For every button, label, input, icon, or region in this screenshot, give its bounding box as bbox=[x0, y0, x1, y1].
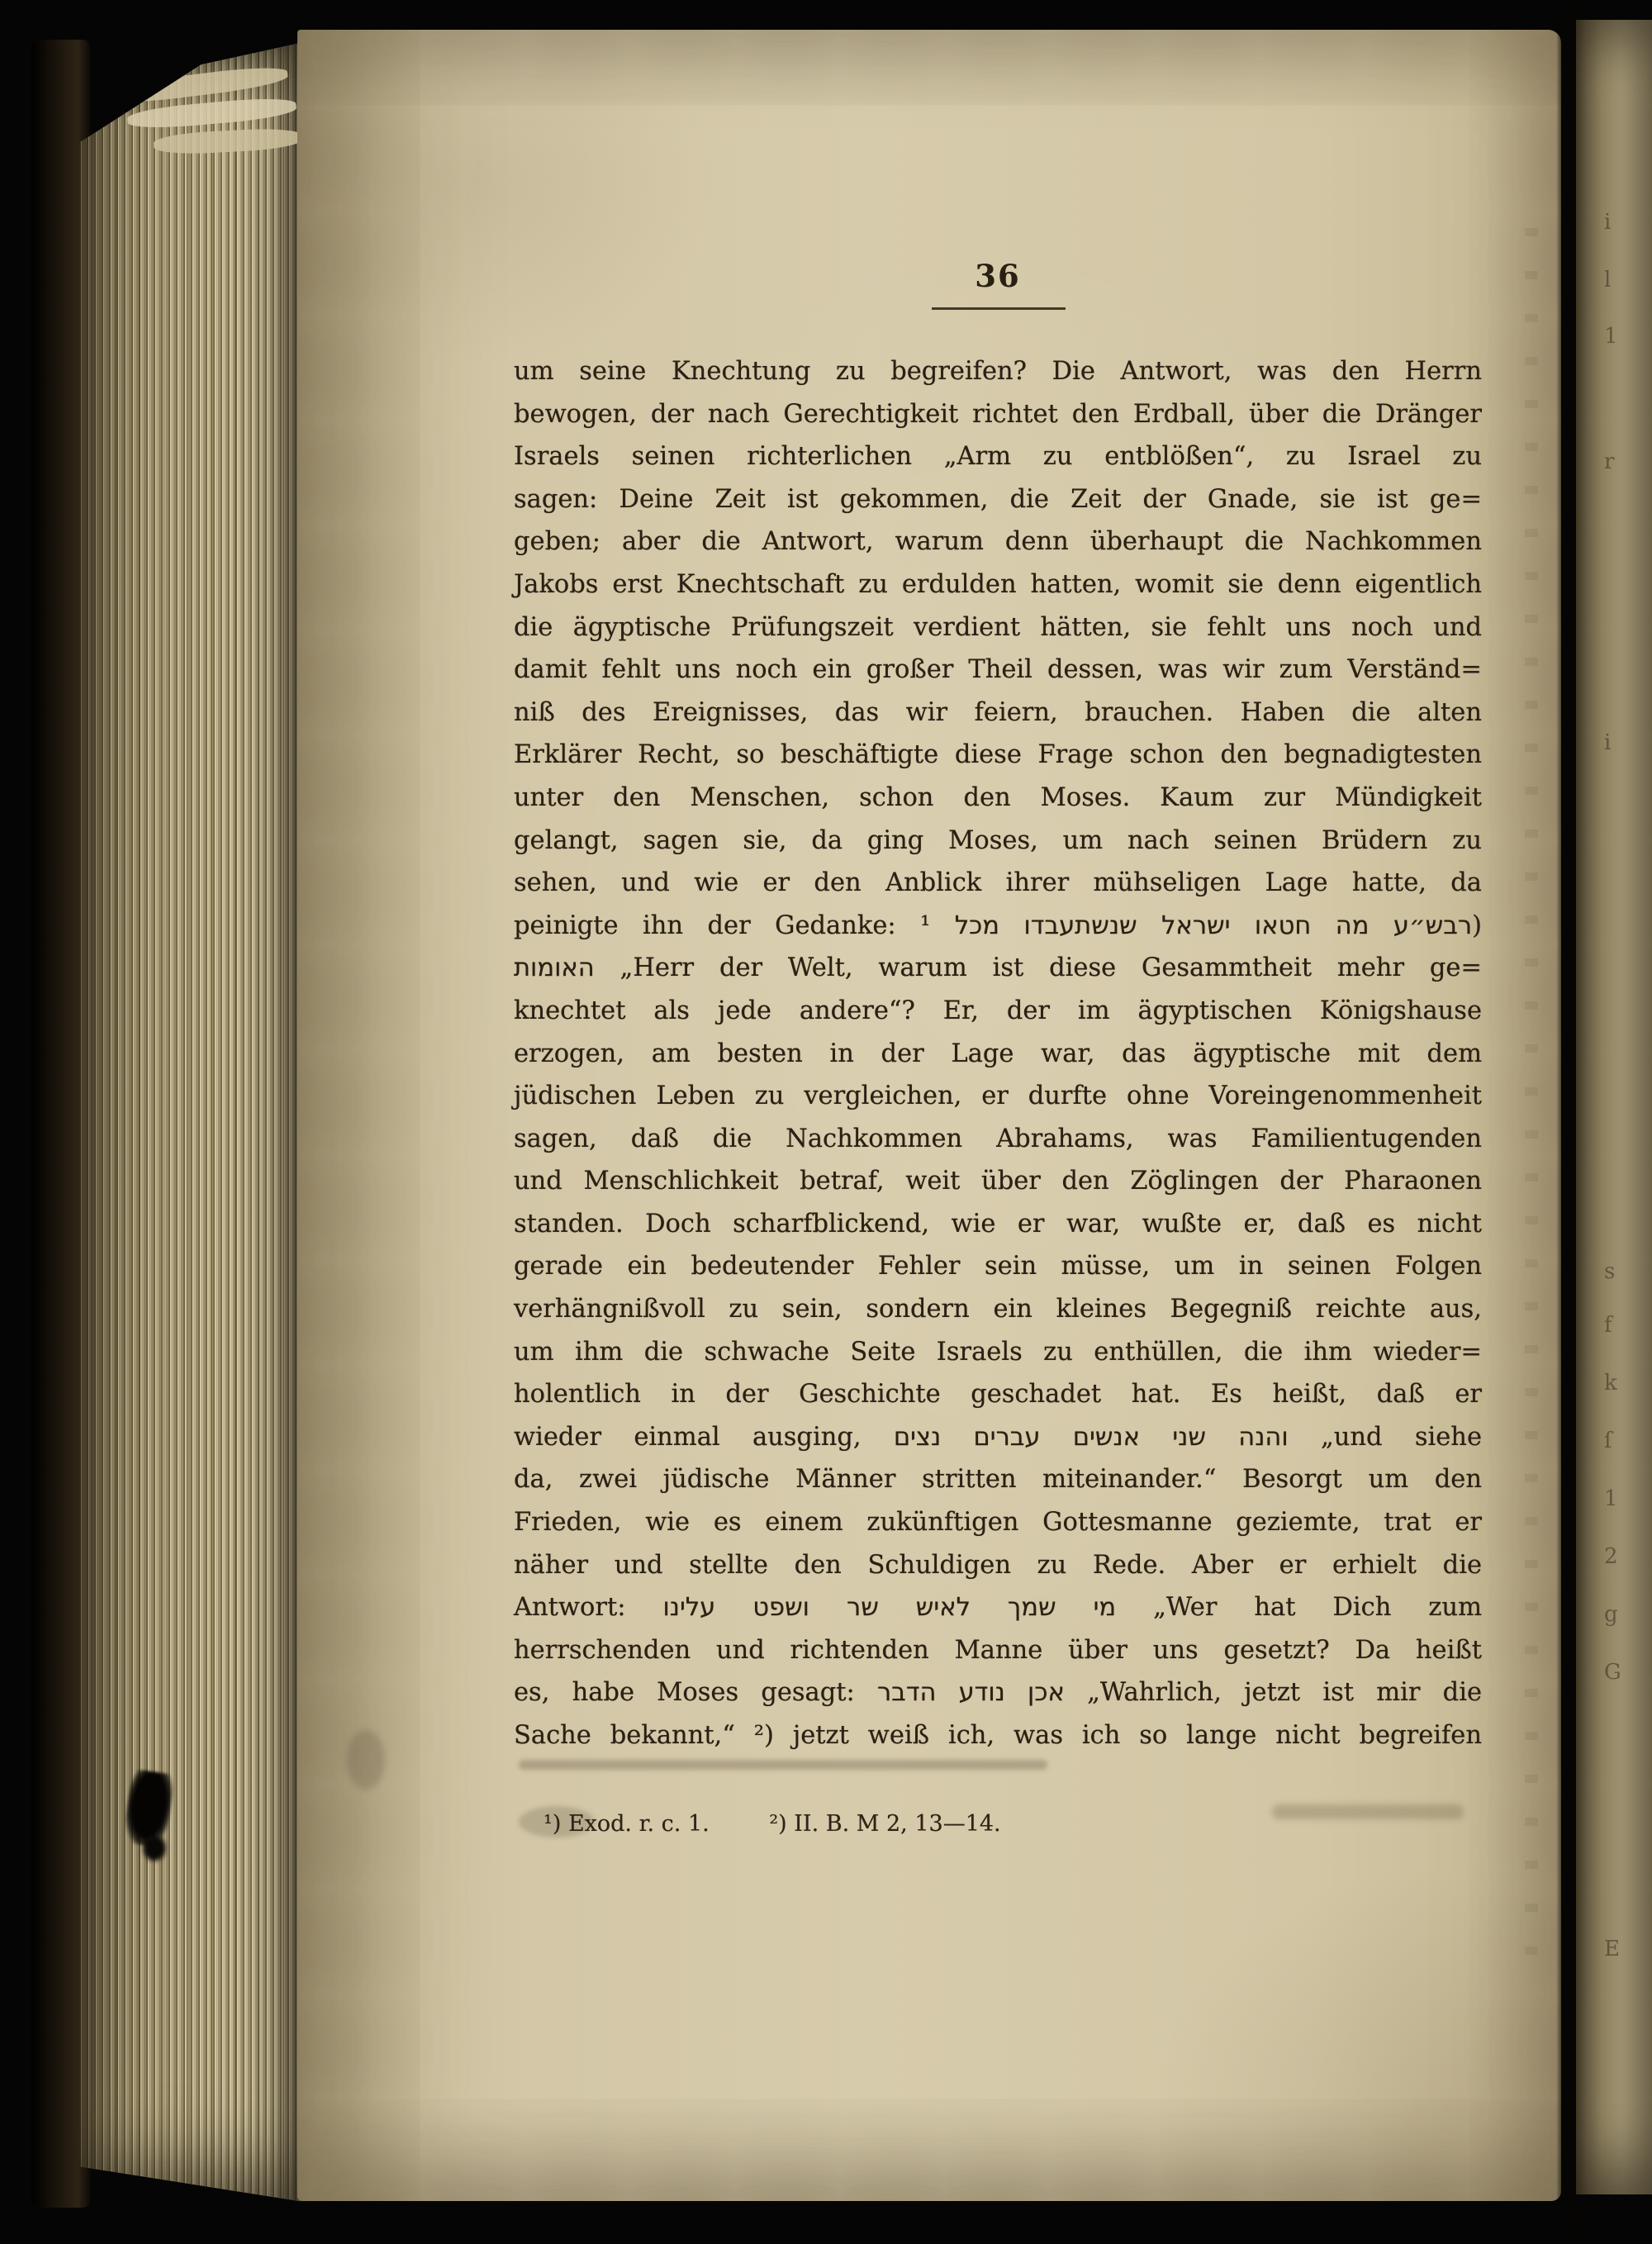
text-line: wieder einmal ausging, והנה שני אנשים עברים נצים „und siehe bbox=[514, 1422, 1482, 1452]
text-line: bewogen, der nach Gerechtigkeit richtet den Erdball, über die Dränger bbox=[514, 399, 1482, 429]
text-line: standen. Doch scharfblickend, wie er war, wußte er, daß es nicht bbox=[514, 1209, 1482, 1238]
facing-page-glyph: l bbox=[1604, 268, 1612, 292]
book-page bbox=[297, 30, 1561, 2201]
text-line: Sache bekannt,“ ²) jetzt weiß ich, was ich so lange nicht begreifen bbox=[514, 1721, 1482, 1750]
facing-page-glyph: g bbox=[1604, 1602, 1618, 1627]
text-line: holentlich in der Geschichte geschadet hat. Es heißt, daß er bbox=[514, 1380, 1482, 1410]
text-line: erzogen, am besten in der Lage war, das ägyptische mit dem bbox=[514, 1039, 1482, 1068]
text-line: um seine Knechtung zu begreifen? Die Antwort, was den Herrn bbox=[514, 357, 1482, 386]
facing-page-glyph: r bbox=[1604, 449, 1615, 474]
text-line: es, habe Moses gesagt: אכן נודע הדבר „Wahrlich, jetzt ist mir die bbox=[514, 1678, 1482, 1708]
text-line: gelangt, sagen sie, da ging Moses, um nach seinen Brüdern zu bbox=[514, 825, 1482, 855]
text-line: jüdischen Leben zu vergleichen, er durfte ohne Voreingenommenheit bbox=[514, 1082, 1482, 1111]
text-line: da, zwei jüdische Männer stritten miteinander.“ Besorgt um den bbox=[514, 1465, 1482, 1495]
text-line: herrschenden und richtenden Manne über uns gesetzt? Da heißt bbox=[514, 1635, 1482, 1665]
footnote-2: ²) II. B. M 2, 13—14. bbox=[769, 1811, 1001, 1837]
facing-page-glyph: f bbox=[1604, 1313, 1612, 1338]
fanned-page-edge bbox=[153, 126, 302, 155]
text-line: Erklärer Recht, so beschäftigte diese Frage schon den begnadigtesten bbox=[514, 740, 1482, 770]
text-line: האומות „Herr der Welt, warum ist diese Gesammtheit mehr ge= bbox=[514, 953, 1482, 983]
footnote-1: ¹) Exod. r. c. 1. bbox=[544, 1811, 710, 1837]
faded-smudge bbox=[1272, 1804, 1464, 1819]
faded-smudge bbox=[347, 1730, 385, 1790]
text-line: sagen, daß die Nachkommen Abrahams, was Familientugenden bbox=[514, 1124, 1482, 1153]
facing-page-glyph: ſ bbox=[1604, 1429, 1612, 1453]
ink-smudge bbox=[142, 1834, 167, 1862]
text-line: verhängnißvoll zu sein, sondern ein kleines Begegniß reichte aus, bbox=[514, 1295, 1482, 1324]
text-line: und Menschlichkeit betraf, weit über den Zöglingen der Pharaonen bbox=[514, 1167, 1482, 1196]
text-line: Frieden, wie es einem zukünftigen Gottesmanne geziemte, trat er bbox=[514, 1508, 1482, 1538]
text-line: Antwort: מי שמך לאיש שר ושפט עלינו „Wer hat Dich zum bbox=[514, 1593, 1483, 1623]
facing-page-glyph: 2 bbox=[1604, 1544, 1618, 1569]
facing-page-glyph: E bbox=[1604, 1937, 1620, 1961]
facing-page-glyph: G bbox=[1604, 1660, 1621, 1685]
faded-smudge bbox=[519, 1760, 1047, 1770]
facing-page-glyph: i bbox=[1604, 730, 1612, 755]
facing-page-glyph: s bbox=[1604, 1259, 1616, 1284]
text-block bbox=[514, 350, 1482, 1757]
page-edge-stack bbox=[79, 43, 301, 2214]
text-line: Israels seinen richterlichen „Arm zu entblößen“, zu Israel zu bbox=[514, 442, 1482, 472]
text-line: knechtet als jede andere“? Er, der im ägyptischen Königshause bbox=[514, 996, 1482, 1025]
text-line: geben; aber die Antwort, warum denn überhaupt die Nachkommen bbox=[514, 527, 1482, 557]
facing-page-edge bbox=[1576, 20, 1652, 2194]
text-line: sagen: Deine Zeit ist gekommen, die Zeit der Gnade, sie ist ge= bbox=[514, 484, 1482, 514]
facing-page-glyph: 1 bbox=[1604, 1486, 1618, 1511]
text-line: gerade ein bedeutender Fehler sein müsse, um in seinen Folgen bbox=[514, 1252, 1482, 1281]
facing-page-glyph: 1 bbox=[1604, 324, 1618, 349]
text-line: um ihm die schwache Seite Israels zu enthüllen, die ihm wieder= bbox=[514, 1337, 1482, 1367]
text-line: Jakobs erst Knechtschaft zu erdulden hatten, womit sie denn eigentlich bbox=[514, 569, 1482, 599]
footnote bbox=[544, 1811, 1054, 1837]
text-line: näher und stellte den Schuldigen zu Rede. Aber er erhielt die bbox=[514, 1550, 1482, 1580]
text-line: damit fehlt uns noch ein großer Theil dessen, was wir zum Verständ= bbox=[514, 655, 1482, 685]
text-line: peinigte ihn der Gedanke: רבש״ע מה חטאו ישראל שנשתעבדו מכל ¹) bbox=[514, 910, 1482, 940]
text-line: sehen, und wie er den Anblick ihrer mühseligen Lage hatte, da bbox=[514, 868, 1482, 898]
facing-page-glyph: i bbox=[1604, 210, 1612, 235]
facing-page-glyph: k bbox=[1604, 1371, 1617, 1395]
text-line: niß des Ereignisses, das wir feiern, brauchen. Haben die alten bbox=[514, 697, 1482, 727]
page-number-rule bbox=[932, 307, 1066, 310]
text-line: unter den Menschen, schon den Moses. Kaum zur Mündigkeit bbox=[514, 782, 1482, 812]
page-number: 36 bbox=[975, 258, 1021, 294]
text-line: die ägyptische Prüfungszeit verdient hätten, sie fehlt uns noch und bbox=[514, 612, 1482, 642]
showthrough-marks bbox=[1525, 228, 1538, 1963]
